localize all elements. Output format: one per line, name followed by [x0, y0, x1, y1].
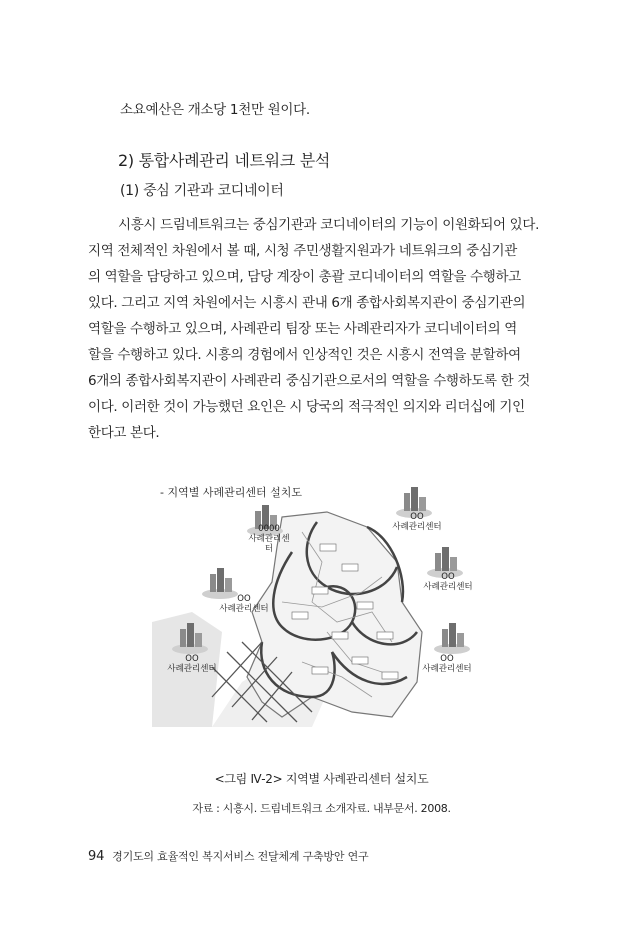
center-name: 사례관리센터 [392, 522, 442, 532]
page-number: 94 [88, 849, 105, 864]
center-name: 사례관리센터 [422, 664, 472, 674]
center-code: OO [185, 654, 199, 664]
paragraph-line: 6개의 종합사회복지관이 사례관리 중심기관으로서의 역할을 수행하도록 한 것 [88, 373, 530, 389]
paragraph-line: 이다. 이러한 것이 가능했던 요인은 시 당국의 적극적인 의지와 리더십에 기인 [88, 399, 525, 415]
center-label [166, 654, 218, 674]
center-code: 0000 [258, 524, 280, 534]
intro-text: 소요예산은 개소당 1천만 원이다. [120, 102, 310, 118]
paragraph-line: 역할을 수행하고 있으며, 사례관리 팀장 또는 사례관리자가 코디네이터의 역 [88, 321, 517, 337]
center-label [420, 654, 474, 674]
paragraph-line: 있다. 그리고 지역 차원에서는 시흥시 관내 6개 종합사회복지관이 중심기관의 [88, 295, 526, 311]
paragraph-line: 의 역할을 담당하고 있으며, 담당 계장이 총괄 코디네이터의 역할을 수행하고 [88, 269, 521, 285]
section-heading: 2) 통합사례관리 네트워크 분석 [118, 151, 331, 170]
book-title: 경기도의 효율적인 복지서비스 전달체계 구축방안 연구 [112, 850, 369, 863]
center-label [218, 594, 270, 614]
body-paragraph [88, 212, 558, 446]
center-name: 사례관리센터 [423, 582, 473, 592]
paragraph-line: 한다고 본다. [88, 425, 160, 441]
center-map-figure [152, 482, 490, 727]
center-name: 사례관리센터 [167, 664, 217, 674]
center-label [422, 572, 474, 592]
center-name: 사례관리센터 [219, 604, 269, 614]
center-label [392, 512, 442, 532]
center-code: OO [237, 594, 251, 604]
center-code: OO [440, 654, 454, 664]
paragraph-line: 지역 전체적인 차원에서 볼 때, 시청 주민생활지원과가 네트워크의 중심기관 [88, 243, 517, 259]
center-code: OO [441, 572, 455, 582]
subsection-heading: (1) 중심 기관과 코디네이터 [120, 183, 284, 199]
figure-title: - 지역별 사례관리센터 설치도 [160, 486, 302, 499]
center-name: 사례관리센터 [248, 534, 290, 554]
paragraph-line: 시흥시 드림네트워크는 중심기관과 코디네이터의 기능이 이원화되어 있다. [118, 217, 540, 233]
figure-source: 자료 : 시흥시. 드림네트워크 소개자료. 내부문서. 2008. [192, 802, 451, 815]
center-label [246, 524, 292, 554]
page-footer [88, 848, 368, 864]
center-code: OO [410, 512, 424, 522]
paragraph-line: 할을 수행하고 있다. 시흥의 경험에서 인상적인 것은 시흥시 전역을 분할하여 [88, 347, 521, 363]
figure-caption: <그림 Ⅳ-2> 지역별 사례관리센터 설치도 [214, 772, 429, 786]
